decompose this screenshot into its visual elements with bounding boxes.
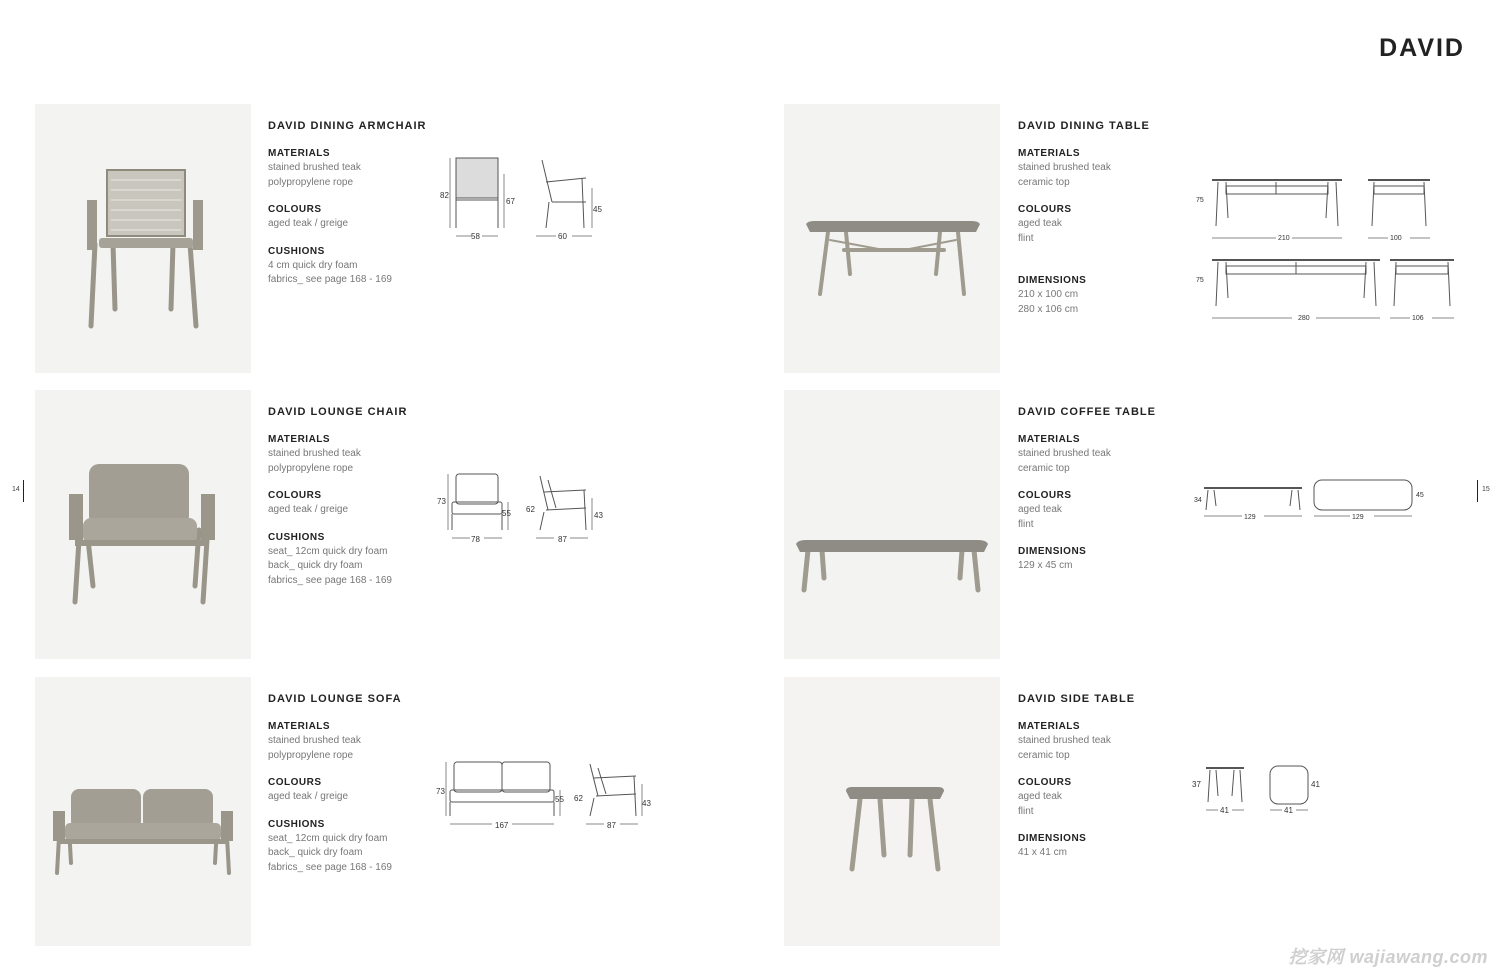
materials-group <box>1018 433 1188 476</box>
spec-line: fabrics_ see page 168 - 169 <box>268 861 392 873</box>
lounge-chair-photo <box>35 390 251 659</box>
dim-label: 55 <box>502 509 511 518</box>
dim-label: 45 <box>593 205 602 214</box>
lounge-chair-spec <box>268 406 438 601</box>
group-label: COLOURS <box>1018 204 1072 215</box>
group-label: COLOURS <box>1018 777 1072 788</box>
product-title: DAVID DINING ARMCHAIR <box>268 120 427 132</box>
dining-armchair-photo <box>35 104 251 373</box>
group-label: CUSHIONS <box>268 245 325 257</box>
dim-label: 106 <box>1412 315 1424 322</box>
materials-group <box>268 147 438 190</box>
materials-group <box>268 433 438 476</box>
spec-line: 210 x 100 cm <box>1018 289 1079 300</box>
spec-line: stained brushed teak <box>1018 162 1111 173</box>
group-label: COLOURS <box>1018 490 1072 501</box>
side-table-drawing <box>1190 760 1330 818</box>
dim-label: 129 <box>1352 514 1364 521</box>
spec-line: flint <box>1018 518 1034 530</box>
spec-line: 4 cm quick dry foam <box>268 259 358 271</box>
dim-label: 210 <box>1278 235 1290 242</box>
dim-label: 100 <box>1390 235 1402 242</box>
side-table-photo <box>784 677 1000 946</box>
group-label: CUSHIONS <box>268 818 325 830</box>
spec-line: back_ quick dry foam <box>268 847 363 858</box>
group-label: MATERIALS <box>1018 721 1081 732</box>
dim-label: 167 <box>495 821 509 830</box>
spec-line: back_ quick dry foam <box>268 560 363 571</box>
colours-group <box>268 203 438 232</box>
dim-label: 41 <box>1311 780 1320 789</box>
lounge-chair-drawing <box>436 468 606 550</box>
dim-label: 43 <box>642 799 651 808</box>
dim-label: 78 <box>471 535 480 544</box>
spec-line: stained brushed teak <box>268 162 361 173</box>
dining-table-drawing <box>1192 172 1462 326</box>
spec-line: stained brushed teak <box>268 735 361 746</box>
spec-line: flint <box>1018 232 1034 244</box>
dim-label: 129 <box>1244 514 1256 521</box>
spec-line: fabrics_ see page 168 - 169 <box>268 274 392 285</box>
dim-label: 45 <box>1416 492 1424 499</box>
lounge-sofa-photo <box>35 677 251 946</box>
spec-line: 129 x 45 cm <box>1018 560 1073 571</box>
group-label: CUSHIONS <box>268 531 325 543</box>
group-label: MATERIALS <box>1018 434 1081 445</box>
dim-label: 41 <box>1284 806 1293 815</box>
dim-label: 34 <box>1194 497 1202 504</box>
dim-label: 73 <box>437 497 446 506</box>
catalog-brand-title: DAVID <box>1379 34 1465 62</box>
spec-line: stained brushed teak <box>1018 735 1111 746</box>
spec-line: aged teak <box>1018 791 1062 802</box>
spec-line: polypropylene rope <box>268 176 354 188</box>
spec-line: polypropylene rope <box>268 749 354 761</box>
dining-armchair-drawing <box>436 152 606 244</box>
dimensions-group <box>1018 545 1188 574</box>
product-title: DAVID LOUNGE SOFA <box>268 693 402 705</box>
dim-label: 75 <box>1196 197 1204 204</box>
spec-line: ceramic top <box>1018 176 1070 188</box>
cushions-group <box>268 245 438 288</box>
spec-line: stained brushed teak <box>1018 448 1111 459</box>
materials-group <box>1018 720 1188 763</box>
dim-label: 73 <box>436 787 445 796</box>
spec-line: 280 x 106 cm <box>1018 303 1079 315</box>
coffee-table-photo <box>784 390 1000 659</box>
product-title: DAVID COFFEE TABLE <box>1018 406 1156 418</box>
group-label: COLOURS <box>268 204 322 215</box>
dim-label: 280 <box>1298 315 1310 322</box>
cushions-group <box>268 531 438 589</box>
group-label: DIMENSIONS <box>1018 546 1087 557</box>
colours-group <box>1018 203 1188 246</box>
spec-line: polypropylene rope <box>268 462 354 474</box>
lounge-sofa-drawing <box>436 756 656 834</box>
spec-line: aged teak <box>1018 504 1062 515</box>
spec-line: aged teak / greige <box>268 791 349 802</box>
materials-group <box>1018 147 1188 190</box>
dim-label: 87 <box>558 535 567 544</box>
spec-line: seat_ 12cm quick dry foam <box>268 832 388 844</box>
product-title: DAVID DINING TABLE <box>1018 120 1150 132</box>
group-label: COLOURS <box>268 777 322 788</box>
dim-label: 37 <box>1192 780 1201 789</box>
spec-line: ceramic top <box>1018 749 1070 761</box>
spec-line: aged teak / greige <box>268 218 349 229</box>
group-label: MATERIALS <box>1018 148 1081 159</box>
dim-label: 62 <box>526 505 535 514</box>
page-number-left: 14 <box>12 486 20 493</box>
dim-label: 43 <box>594 511 603 520</box>
dimensions-group <box>1018 832 1188 861</box>
product-title: DAVID LOUNGE CHAIR <box>268 406 408 418</box>
spec-line: flint <box>1018 805 1034 817</box>
materials-group <box>268 720 438 763</box>
spec-line: ceramic top <box>1018 462 1070 474</box>
dining-armchair-spec <box>268 120 438 301</box>
group-label: MATERIALS <box>268 148 331 159</box>
dim-label: 82 <box>440 191 449 200</box>
spec-line: aged teak <box>1018 218 1062 229</box>
dim-label: 67 <box>506 197 515 206</box>
dimensions-group <box>1018 274 1188 317</box>
spec-line: stained brushed teak <box>268 448 361 459</box>
side-table-spec <box>1018 693 1188 874</box>
dim-label: 55 <box>555 795 564 804</box>
dim-label: 41 <box>1220 806 1229 815</box>
lounge-sofa-spec <box>268 693 438 888</box>
colours-group <box>268 489 438 518</box>
dim-label: 58 <box>471 232 480 241</box>
spec-line: fabrics_ see page 168 - 169 <box>268 574 392 586</box>
dining-table-photo <box>784 104 1000 373</box>
page-marker-right <box>1477 480 1478 502</box>
spec-line: aged teak / greige <box>268 504 349 515</box>
colours-group <box>1018 776 1188 819</box>
watermark: 挖家网 wajiawang.com <box>1288 947 1488 967</box>
group-label: COLOURS <box>268 490 322 501</box>
colours-group <box>268 776 438 805</box>
dining-table-spec <box>1018 120 1188 330</box>
spec-line: seat_ 12cm quick dry foam <box>268 545 388 557</box>
product-title: DAVID SIDE TABLE <box>1018 693 1136 705</box>
dim-label: 62 <box>574 794 583 803</box>
colours-group <box>1018 489 1188 532</box>
group-label: DIMENSIONS <box>1018 833 1087 844</box>
dim-label: 87 <box>607 821 616 830</box>
group-label: MATERIALS <box>268 721 331 732</box>
coffee-table-spec <box>1018 406 1188 587</box>
group-label: MATERIALS <box>268 434 331 445</box>
dim-label: 75 <box>1196 277 1204 284</box>
spec-line: 41 x 41 cm <box>1018 847 1067 858</box>
group-label: DIMENSIONS <box>1018 275 1087 286</box>
page-marker-left <box>23 480 24 502</box>
coffee-table-drawing <box>1192 476 1432 524</box>
page-number-right: 15 <box>1482 486 1490 493</box>
dim-label: 60 <box>558 232 567 241</box>
cushions-group <box>268 818 438 876</box>
